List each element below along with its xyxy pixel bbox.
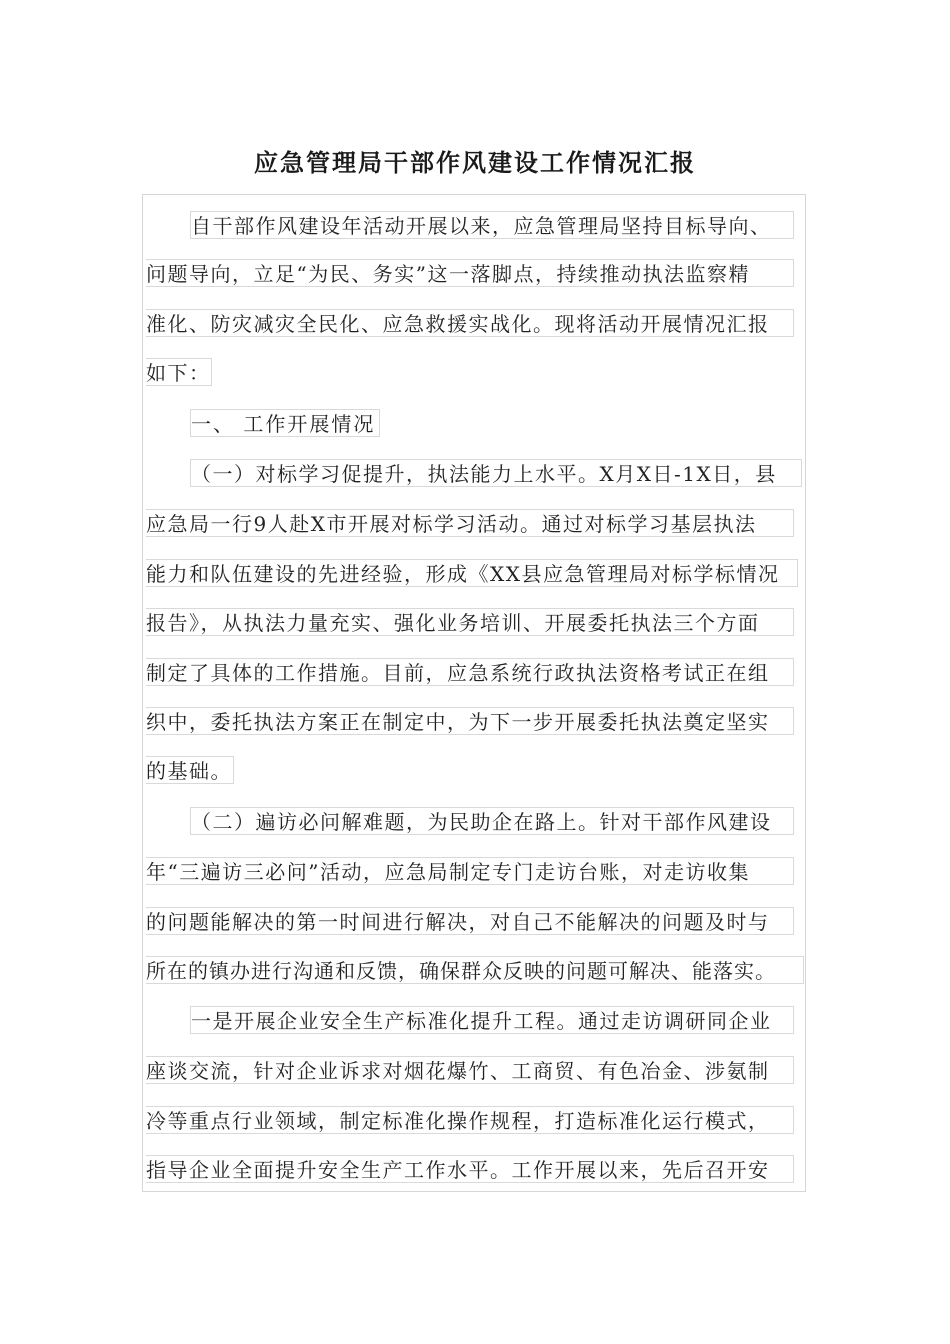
text-line-1: 自干部作风建设年活动开展以来，应急管理局坚持目标导向、: [190, 211, 794, 239]
text-line-19: 冷等重点行业领域，制定标准化操作规程，打造标准化运行模式，: [146, 1106, 794, 1134]
document-title: 应急管理局干部作风建设工作情况汇报: [254, 149, 696, 177]
text-line-9: 报告》，从执法力量充实、强化业务培训、开展委托执法三个方面: [146, 608, 794, 636]
text-line-20: 指导企业全面提升安全生产工作水平。工作开展以来，先后召开安: [146, 1155, 794, 1183]
text-line-15: 的问题能解决的第一时间进行解决，对自己不能解决的问题及时与: [146, 907, 794, 935]
text-line-10: 制定了具体的工作措施。目前，应急系统行政执法资格考试正在组: [146, 658, 794, 686]
text-line-8: 能力和队伍建设的先进经验，形成《XX县应急管理局对标学标情况: [146, 559, 798, 587]
text-line-14: 年“三遍访三必问”活动，应急局制定专门走访台账，对走访收集: [146, 857, 794, 885]
text-line-11: 织中，委托执法方案正在制定中，为下一步开展委托执法奠定坚实: [146, 707, 794, 735]
text-line-3: 准化、防灾减灾全民化、应急救援实战化。现将活动开展情况汇报: [146, 309, 794, 337]
body-frame: [142, 194, 806, 1192]
text-line-18: 座谈交流，针对企业诉求对烟花爆竹、工商贸、有色冶金、涉氨制: [146, 1056, 794, 1084]
section-heading-1: 一、 工作开展情况: [190, 409, 380, 437]
text-line-4: 如下：: [146, 358, 212, 386]
text-line-12: 的基础。: [146, 756, 234, 784]
text-line-2: 问题导向，立足“为民、务实”这一落脚点，持续推动执法监察精: [146, 259, 794, 287]
text-line-7: 应急局一行9人赴X市开展对标学习活动。通过对标学习基层执法: [146, 509, 794, 537]
text-line-17: 一是开展企业安全生产标准化提升工程。通过走访调研同企业: [190, 1006, 794, 1034]
text-line-13: （二）遍访必问解难题，为民助企在路上。针对干部作风建设: [190, 807, 794, 835]
text-line-6: （一）对标学习促提升，执法能力上水平。X月X日-1X日，县: [190, 459, 802, 487]
text-line-16: 所在的镇办进行沟通和反馈，确保群众反映的问题可解决、能落实。: [146, 956, 804, 984]
